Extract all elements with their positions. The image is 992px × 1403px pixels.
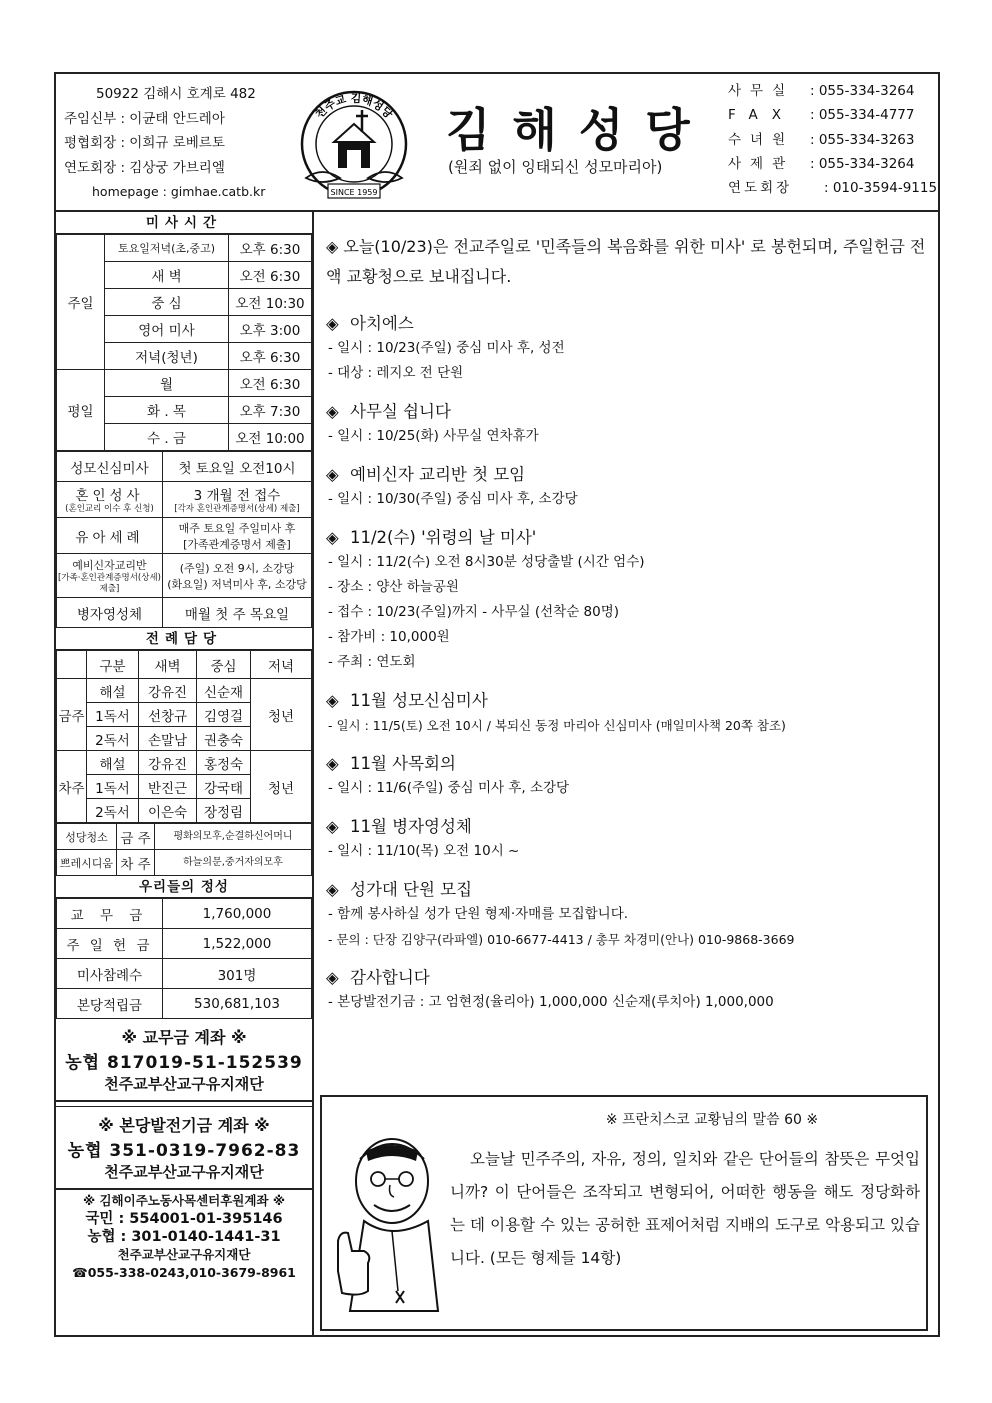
left-sidebar: [56, 212, 314, 1337]
week-label: 금 주: [117, 824, 155, 850]
sacrament-note: (화요일) 저녁미사 후, 소강당: [167, 577, 307, 591]
table-row: [57, 598, 312, 628]
account-title: ※ 교무금 계좌 ※: [121, 1028, 247, 1047]
news-item: - 대상 : 레지오 전 단원: [328, 365, 464, 381]
news-item: - 본당발전기금 : 고 엄현정(율리아) 1,000,000 신순재(루치아) 1,000,000: [328, 994, 774, 1010]
mass-name: 저녁(청년): [105, 343, 229, 370]
news-item: - 일시 : 11/5(토) 오전 10시 / 복되신 동정 마리아 신심미사 (매일미사책 20쪽 참조): [328, 718, 786, 733]
news-item: - 일시 : 10/25(화) 사무실 연차휴가: [328, 428, 539, 444]
mass-time: 오전 10:00: [229, 424, 312, 451]
diamond-icon: ◈: [326, 817, 339, 836]
week-label: 차주: [57, 751, 87, 823]
table-row: [57, 929, 312, 959]
bulletin-page: [54, 72, 940, 1337]
contact-row: [728, 152, 938, 176]
cleaning-group: 하늘의문,중거자의모후: [155, 850, 312, 876]
account-number: 농협 : 301-0140-1441-31: [87, 1229, 281, 1245]
week-label: 차 주: [117, 850, 155, 876]
news-title: [326, 689, 926, 713]
minister: 강유진: [139, 679, 197, 703]
mass-time: 오전 6:30: [229, 262, 312, 289]
news-item: - 접수 : 10/23(주일)까지 - 사무실 (선착순 80명): [328, 604, 620, 620]
mass-time: 오전 10:30: [229, 289, 312, 316]
table-row: [57, 452, 312, 482]
news-list: [326, 232, 926, 1015]
sacrament-name: 혼인성사: [75, 488, 144, 504]
contact-key: 사제관: [728, 155, 795, 172]
account-number: 농협 817019-51-152539: [65, 1053, 303, 1073]
news-title: [326, 752, 926, 776]
news-title-text: 11월 병자영성체: [350, 817, 472, 836]
sacrament-note: [가족·혼인관계증명서(상세) 제출]: [58, 572, 161, 594]
news-section: [326, 689, 926, 738]
table-row: [57, 959, 312, 989]
mass-name: 수 . 금: [105, 424, 229, 451]
cleaning-label: 쁘레시디움: [57, 850, 117, 876]
logo-text: 천주교 김해성당: [312, 91, 396, 121]
offering-key: 미사참례수: [57, 959, 163, 989]
news-section: [326, 752, 926, 801]
account-title: ※ 본당발전기금 계좌 ※: [98, 1116, 270, 1135]
table-row: [57, 370, 312, 397]
contact-list: [728, 79, 938, 200]
news-item: - 일시 : 10/23(주일) 중심 미사 후, 성전: [328, 340, 565, 356]
sacrament-cell: [163, 518, 312, 554]
news-item: - 주최 : 연도회: [328, 654, 416, 670]
news-section: [326, 815, 926, 864]
news-title-text: 11월 사목회의: [350, 754, 456, 773]
news-title: [326, 526, 926, 550]
sacrament-note: (혼인교리 이수 후 신청): [65, 504, 154, 514]
mass-time: 오후 6:30: [229, 343, 312, 370]
table-row: [57, 554, 312, 598]
offering-value: 1,760,000: [163, 899, 312, 929]
role: 2독서: [87, 727, 139, 751]
contact-key: 사무실: [728, 83, 795, 99]
role: 2독서: [87, 799, 139, 823]
diamond-icon: ◈: [326, 754, 339, 773]
table-row: [57, 651, 312, 679]
main-content: [314, 212, 938, 1337]
table-row: [57, 850, 312, 876]
offering-heading: 우리들의 정성: [56, 876, 312, 898]
pope-quote-box: [320, 1095, 928, 1331]
contact-value: : 055-334-3264: [810, 155, 915, 172]
intro-notice: ◈ 오늘(10/23)은 전교주일로 '민족들의 복음화를 위한 미사' 로 봉헌되며, 주일헌금 전액 교황청으로 보내집니다.: [326, 237, 926, 286]
col-header: 구분: [87, 651, 139, 679]
news-title-text: 예비신자 교리반 첫 모임: [350, 465, 526, 484]
mass-name: 영어 미사: [105, 316, 229, 343]
offering-key: 교 무 금: [57, 899, 163, 929]
mass-name: 새 벽: [105, 262, 229, 289]
sacrament-value: (주일) 오전 9시, 소강당: [179, 561, 295, 575]
news-section: [326, 526, 926, 675]
bulletin-header: [56, 74, 938, 212]
sacrament-value: 첫 토요일 오전10시: [163, 452, 312, 482]
offering-key: 본당적립금: [57, 989, 163, 1019]
mass-time: 오후 3:00: [229, 316, 312, 343]
mass-name: 월: [105, 370, 229, 397]
sacrament-name: 병자영성체: [57, 598, 163, 628]
minister: 신순재: [197, 679, 251, 703]
sacrament-name: 유아세례: [57, 518, 163, 554]
sacrament-cell: [57, 554, 163, 598]
homepage-link[interactable]: homepage : gimhae.catb.kr: [92, 184, 266, 199]
minister: 권충숙: [197, 727, 251, 751]
weekday-label: 평일: [57, 370, 105, 451]
news-section: [326, 878, 926, 952]
mass-name: 중 심: [105, 289, 229, 316]
bulletin-title: 김해성당: [446, 103, 712, 157]
account-number: 농협 351-0319-7962-83: [67, 1141, 301, 1161]
minister: 김영걸: [197, 703, 251, 727]
minister: 홍정숙: [197, 751, 251, 775]
mass-name: 화 . 목: [105, 397, 229, 424]
minister: 장정림: [197, 799, 251, 823]
pope-thumbs-up-icon: [330, 1121, 448, 1321]
table-row: [57, 235, 312, 262]
liturgy-heading: 전례담당: [56, 628, 312, 650]
minister: 청년: [251, 679, 312, 751]
sacrament-note: [각자 혼인관계증명서(상세) 제출]: [174, 504, 300, 514]
news-title-text: 아치에스: [350, 314, 414, 333]
diamond-icon: ◈: [326, 880, 339, 899]
col-header: 저녁: [251, 651, 312, 679]
parish-info: [64, 82, 304, 205]
news-item: - 장소 : 양산 하늘공원: [328, 579, 459, 595]
sacrament-value: 매월 첫 주 목요일: [163, 598, 312, 628]
account-owner: 천주교부산교구유지재단: [117, 1247, 251, 1262]
table-row: [57, 899, 312, 929]
diamond-icon: ◈: [326, 968, 339, 987]
contact-value: : 055-334-3264: [810, 83, 915, 99]
news-title: [326, 966, 926, 990]
news-item: - 참가비 : 10,000원: [328, 629, 450, 645]
minister: 반진근: [139, 775, 197, 799]
news-section: [326, 463, 926, 512]
parish-logo-icon: [292, 82, 416, 206]
account-phone: ☎055-338-0243,010-3679-8961: [72, 1265, 296, 1280]
diamond-icon: ◈: [326, 402, 339, 421]
role: 1독서: [87, 775, 139, 799]
table-row: [57, 679, 312, 703]
minister: 이은숙: [139, 799, 197, 823]
table-row: [57, 482, 312, 518]
news-item: - 함께 봉사하실 성가 단원 형제·자매를 모집합니다.: [328, 906, 629, 922]
account-title: ※ 김해이주노동사목센터후원계좌 ※: [82, 1193, 286, 1208]
contact-row: [728, 103, 938, 127]
contact-value: : 055-334-3263: [810, 131, 915, 148]
logo-since: SINCE 1959: [330, 188, 378, 197]
minister: 청년: [251, 751, 312, 823]
table-row: [57, 824, 312, 850]
col-header: 중심: [197, 651, 251, 679]
news-section: [326, 312, 926, 386]
blank-cell: [57, 651, 87, 679]
contact-key: FAX: [728, 107, 796, 124]
table-row: [57, 518, 312, 554]
liturgy-table: [56, 650, 312, 823]
minister: 강국태: [197, 775, 251, 799]
role: 해설: [87, 679, 139, 703]
cleaning-label: 성당청소: [57, 824, 117, 850]
contact-row: [728, 176, 938, 200]
minister: 손말남: [139, 727, 197, 751]
contact-value: : 010-3594-9115: [824, 180, 938, 197]
contact-row: [728, 79, 938, 103]
sacrament-table: [56, 451, 312, 628]
mass-name: 토요일저녁(초,중고): [105, 235, 229, 262]
sacrament-value: 3 개월 전 접수: [193, 488, 281, 504]
contact-row: [728, 128, 938, 152]
account-owner: 천주교부산교구유지재단: [104, 1075, 264, 1093]
news-title: [326, 878, 926, 902]
cleaning-group: 평화의모후,순결하신어머니: [155, 824, 312, 850]
news-title-text: 11월 성모신심미사: [350, 691, 488, 710]
account-box-fund: [56, 1106, 312, 1190]
sacrament-name: 성모신심미사: [57, 452, 163, 482]
role: 해설: [87, 751, 139, 775]
sacrament-cell: [163, 554, 312, 598]
news-title-text: 사무실 쉽니다: [350, 402, 451, 421]
mass-schedule-table: [56, 234, 312, 451]
news-title: [326, 815, 926, 839]
diamond-icon: ◈: [326, 314, 339, 333]
table-row: [57, 989, 312, 1019]
pope-quote-title: ※ 프란치스코 교황님의 말씀 60 ※: [605, 1112, 819, 1128]
contact-key: 연도회장: [728, 180, 793, 197]
sacrament-cell: [163, 482, 312, 518]
minister: 강유진: [139, 751, 197, 775]
account-box-dues: [56, 1019, 312, 1102]
news-item: - 문의 : 단장 김양구(라파엘) 010-6677-4413 / 총무 차경미(안나) 010-9868-3669: [328, 932, 795, 947]
sacrament-note: [가족관계증명서 제출]: [183, 537, 291, 551]
sunday-label: 주일: [57, 235, 105, 370]
account-box-migrant: [56, 1190, 312, 1284]
offering-key: 주 일 헌 금: [57, 929, 163, 959]
diamond-icon: ◈: [326, 528, 339, 547]
role: 1독서: [87, 703, 139, 727]
cleaning-table: [56, 823, 312, 876]
account-number: 국민 : 554001-01-395146: [85, 1211, 283, 1227]
news-item: - 일시 : 11/2(수) 오전 8시30분 성당출발 (시간 엄수): [328, 554, 645, 570]
contact-key: 수녀원: [728, 131, 795, 148]
council-president: 평협회장 : 이희규 로베르토: [64, 135, 225, 151]
news-item: - 일시 : 10/30(주일) 중심 미사 후, 소강당: [328, 491, 578, 507]
news-title: [326, 463, 926, 487]
account-owner: 천주교부산교구유지재단: [104, 1163, 264, 1181]
sacrament-name: 예비신자교리반: [72, 558, 147, 572]
minister: 선창규: [139, 703, 197, 727]
offering-value: 1,522,000: [163, 929, 312, 959]
news-item: - 일시 : 11/6(주일) 중심 미사 후, 소강당: [328, 780, 570, 796]
parish-address: 50922 김해시 호계로 482: [96, 86, 256, 102]
offering-value: 530,681,103: [163, 989, 312, 1019]
diamond-icon: ◈: [326, 691, 339, 710]
contact-value: : 055-334-4777: [810, 107, 915, 124]
sacrament-value: 매주 토요일 주일미사 후: [178, 521, 296, 535]
news-title: [326, 312, 926, 336]
offering-value: 301명: [163, 959, 312, 989]
news-section: [326, 400, 926, 449]
sacrament-cell: [57, 482, 163, 518]
news-title-text: 11/2(수) '위령의 날 미사': [350, 528, 537, 547]
news-title-text: 성가대 단원 모집: [350, 880, 473, 899]
offering-table: [56, 898, 312, 1019]
mass-time: 오후 6:30: [229, 235, 312, 262]
table-row: [57, 751, 312, 775]
elders-president: 연도회장 : 김상궁 가브리엘: [64, 159, 225, 176]
news-section: [326, 966, 926, 1015]
week-label: 금주: [57, 679, 87, 751]
mass-time: 오전 6:30: [229, 370, 312, 397]
diamond-icon: ◈: [326, 465, 339, 484]
pastor-name: 주임신부 : 이균태 안드레아: [64, 110, 225, 127]
news-title-text: 감사합니다: [350, 968, 430, 987]
mass-heading: 미사시간: [56, 212, 312, 234]
bulletin-subtitle: (원죄 없이 잉태되신 성모마리아): [448, 158, 663, 176]
news-item: - 일시 : 11/10(목) 오전 10시 ~: [328, 843, 520, 859]
pope-quote-body: 오늘날 민주주의, 자유, 정의, 일치와 같은 단어들의 참뜻은 무엇입니까? 이 단어들은 조작되고 변형되어, 어떠한 행동을 해도 정당화하는 데 이용할 수 있는 공허한 표제어처럼 지배의 도구로 악용되고 있습니다. (모든 형제들 14항): [450, 1150, 920, 1267]
col-header: 새벽: [139, 651, 197, 679]
mass-time: 오후 7:30: [229, 397, 312, 424]
news-title: [326, 400, 926, 424]
